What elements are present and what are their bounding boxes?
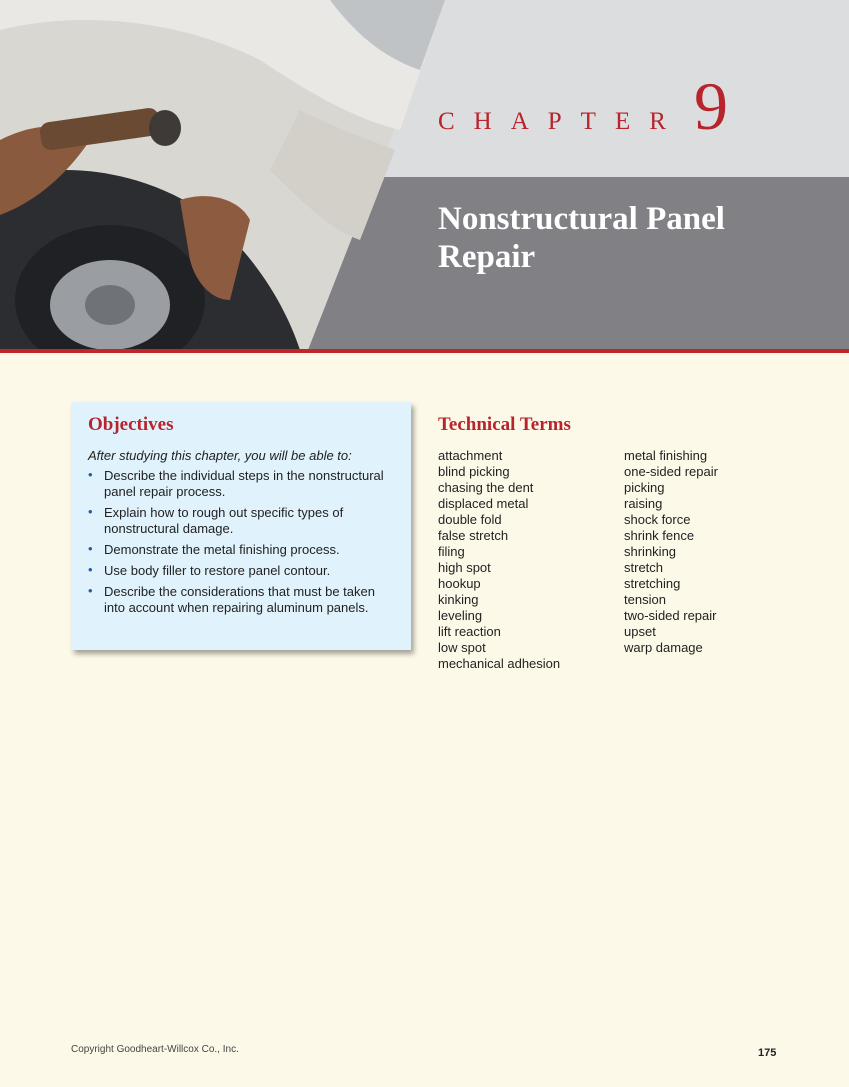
term-item: mechanical adhesion: [438, 656, 561, 671]
terms-column-2: [624, 448, 718, 656]
term-item: leveling: [438, 608, 483, 623]
list-item: [88, 505, 388, 537]
chapter-number: 9: [694, 68, 728, 144]
term-item: low spot: [438, 640, 486, 655]
terms-column-1: [438, 448, 560, 672]
objectives-heading: Objectives: [88, 414, 174, 435]
term-item: displaced metal: [438, 496, 529, 511]
list-item: [88, 468, 388, 500]
term-item: two-sided repair: [624, 608, 717, 623]
objective-text: Use body filler to restore panel contour.: [104, 563, 331, 578]
copyright: Copyright Goodheart-Willcox Co., Inc.: [71, 1044, 239, 1055]
term-item: chasing the dent: [438, 480, 534, 495]
term-item: filing: [438, 544, 465, 559]
term-item: raising: [624, 496, 663, 511]
technical-terms-heading: Technical Terms: [438, 414, 571, 435]
term-item: picking: [624, 480, 665, 495]
objective-text: Explain how to rough out specific types of nonstructural damage.: [104, 505, 344, 536]
objectives-box: [71, 402, 411, 650]
bullet-icon: •: [88, 562, 93, 577]
term-item: shrinking: [624, 544, 677, 559]
list-item: [88, 584, 388, 616]
bullet-icon: •: [88, 583, 93, 598]
list-item: [88, 563, 388, 579]
term-item: blind picking: [438, 464, 510, 479]
objectives-intro: After studying this chapter, you will be able to:: [88, 448, 352, 463]
chapter-header: [0, 0, 849, 350]
term-item: kinking: [438, 592, 479, 607]
term-item: shock force: [624, 512, 691, 527]
term-item: high spot: [438, 560, 491, 575]
term-item: tension: [624, 592, 666, 607]
bullet-icon: •: [88, 541, 93, 556]
term-item: one-sided repair: [624, 464, 718, 479]
objectives-list: [88, 468, 388, 621]
header-divider: [0, 349, 849, 353]
term-item: attachment: [438, 448, 503, 463]
objective-text: Describe the considerations that must be taken into account when repairing aluminum panels.: [104, 584, 375, 615]
bullet-icon: •: [88, 467, 93, 482]
objective-text: Describe the individual steps in the nonstructural panel repair process.: [104, 468, 384, 499]
bullet-icon: •: [88, 504, 93, 519]
term-item: upset: [624, 624, 656, 639]
term-item: lift reaction: [438, 624, 501, 639]
term-item: warp damage: [624, 640, 703, 655]
list-item: [88, 542, 388, 558]
chapter-label: CHAPTER: [438, 108, 685, 135]
term-item: shrink fence: [624, 528, 695, 543]
term-item: metal finishing: [624, 448, 708, 463]
term-item: hookup: [438, 576, 481, 591]
objective-text: Demonstrate the metal finishing process.: [104, 542, 340, 557]
header-graphic: [0, 0, 849, 350]
term-item: stretch: [624, 560, 664, 575]
term-item: false stretch: [438, 528, 509, 543]
page-number: 175: [758, 1047, 777, 1059]
term-item: stretching: [624, 576, 681, 591]
chapter-title: Nonstructural Panel Repair: [438, 201, 725, 275]
term-item: double fold: [438, 512, 502, 527]
